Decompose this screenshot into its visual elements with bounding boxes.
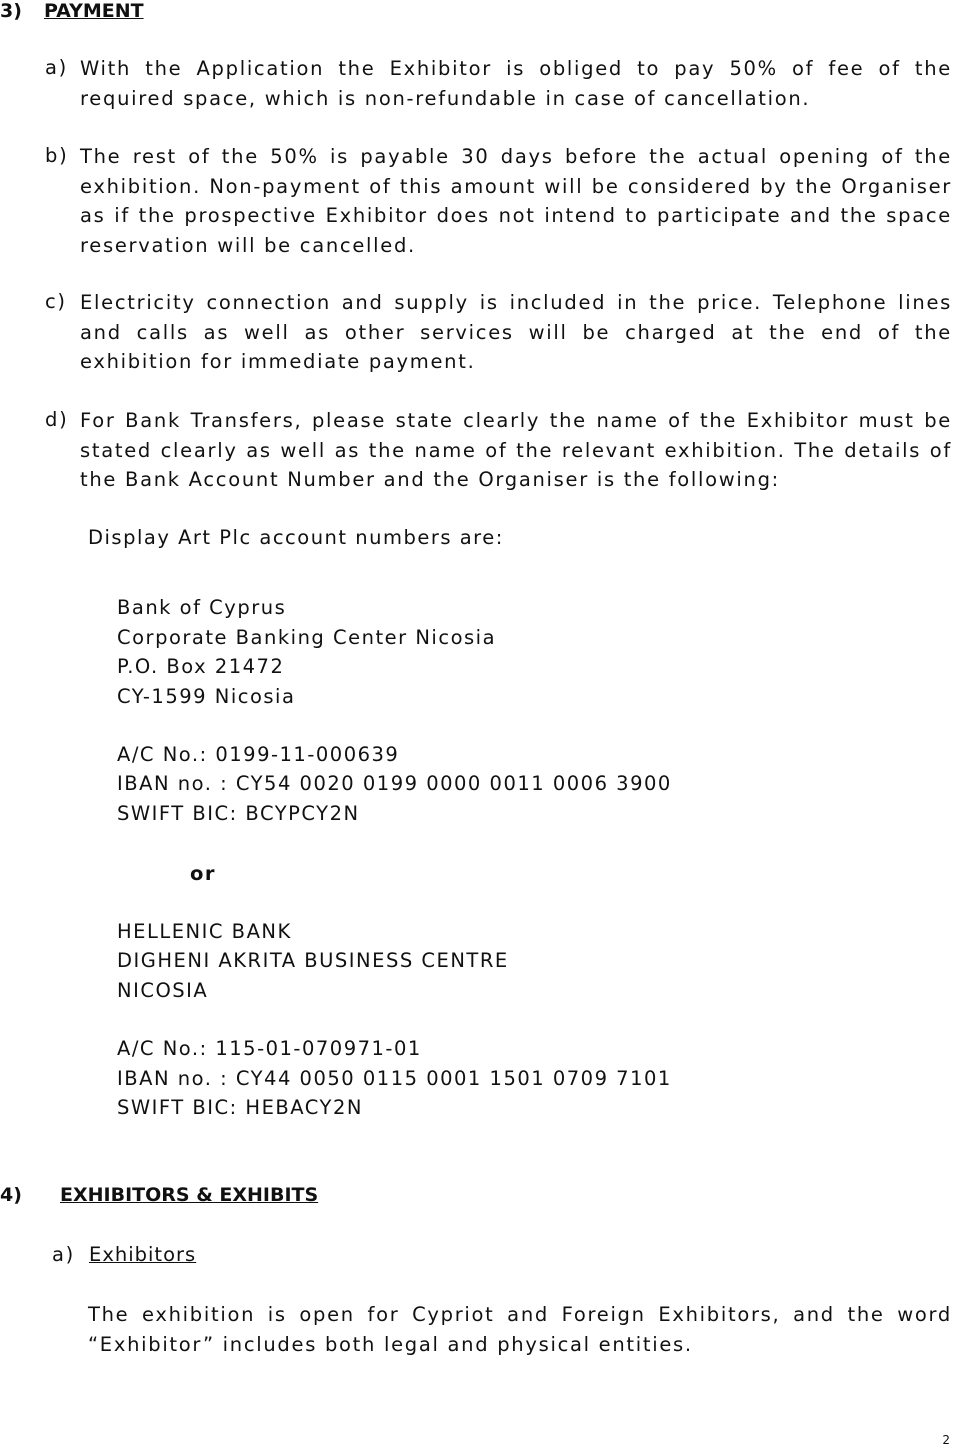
- bank2-city: NICOSIA: [117, 979, 209, 1002]
- section-4-title: EXHIBITORS & EXHIBITS: [60, 1184, 319, 1206]
- bank2-name: HELLENIC BANK: [117, 920, 292, 943]
- bank1-iban: IBAN no. : CY54 0020 0199 0000 0011 0006 3900: [117, 772, 672, 795]
- bank1-account-number: A/C No.: 0199-11-000639: [117, 743, 400, 766]
- section-4-number: 4): [0, 1184, 22, 1206]
- exhibitors-text: The exhibition is open for Cypriot and Foreign Exhibitors, and the word “Exhibitor” includes both legal and physical entities.: [88, 1303, 952, 1356]
- bank1-name: Bank of Cyprus: [117, 596, 287, 619]
- item-c-text: Electricity connection and supply is included in the price. Telephone lines and calls as well as other services will be charged at the end of the exhibition for immediate payment.: [80, 291, 952, 373]
- item-a-text: With the Application the Exhibitor is obliged to pay 50% of fee of the required space, which is non-refundable in case of cancellation.: [80, 57, 952, 110]
- section-3-title: PAYMENT: [44, 0, 144, 22]
- item-c-marker: c): [45, 290, 67, 313]
- page-number: 2: [942, 1433, 950, 1447]
- subsection-a-marker: a): [52, 1243, 75, 1266]
- item-b-marker: b): [45, 144, 69, 167]
- item-d-marker: d): [45, 408, 69, 431]
- item-b-text: The rest of the 50% is payable 30 days before the actual opening of the exhibition. Non-payment of this amount will be considered by the Organiser as if the prospective Exhibitor does not intend to participate and the space reservation will be cancelled.: [80, 145, 952, 257]
- bank1-swift: SWIFT BIC: BCYPCY2N: [117, 802, 360, 825]
- item-d-text: For Bank Transfers, please state clearly the name of the Exhibitor must be stated clearly as well as the name of the relevant exhibition. The details of the Bank Account Number and the Organiser is the following:: [80, 409, 952, 491]
- item-a-marker: a): [45, 56, 68, 79]
- bank2-branch: DIGHENI AKRITA BUSINESS CENTRE: [117, 949, 509, 972]
- accounts-intro: Display Art Plc account numbers are:: [88, 526, 504, 549]
- subsection-a-title: Exhibitors: [89, 1243, 197, 1266]
- bank1-pobox: P.O. Box 21472: [117, 655, 285, 678]
- bank2-swift: SWIFT BIC: HEBACY2N: [117, 1096, 363, 1119]
- or-separator: or: [190, 862, 217, 885]
- bank2-account-number: A/C No.: 115-01-070971-01: [117, 1037, 422, 1060]
- bank2-iban: IBAN no. : CY44 0050 0115 0001 1501 0709 7101: [117, 1067, 672, 1090]
- bank1-branch: Corporate Banking Center Nicosia: [117, 626, 497, 649]
- section-3-number: 3): [0, 0, 22, 22]
- bank1-city: CY-1599 Nicosia: [117, 685, 296, 708]
